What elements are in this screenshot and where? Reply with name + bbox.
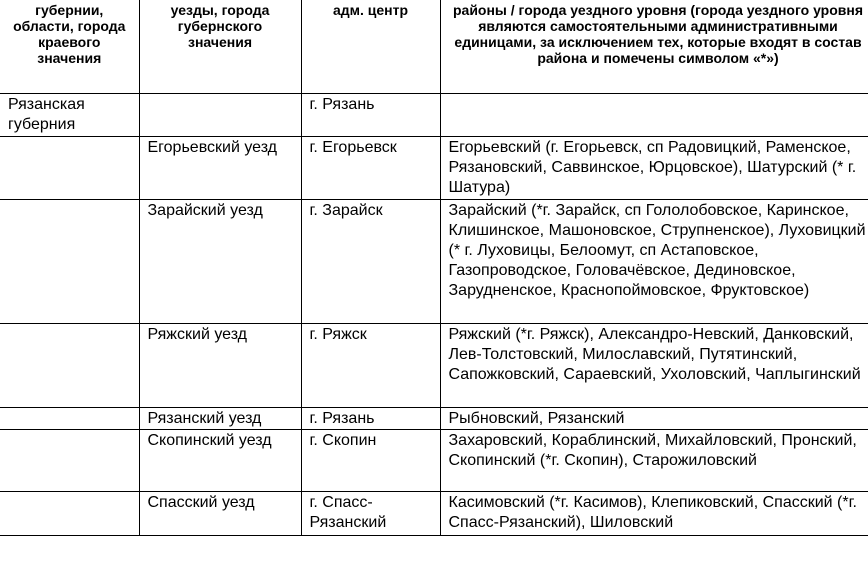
- province-cell: [0, 491, 139, 535]
- center-cell: г. Ряжск: [301, 323, 440, 407]
- center-cell: г. Рязань: [301, 407, 440, 429]
- province-cell: [0, 323, 139, 407]
- table-row: [0, 93, 868, 136]
- county-cell: Скопинский уезд: [139, 429, 301, 491]
- center-cell: г. Скопин: [301, 429, 440, 491]
- center-cell: г. Спасс-Рязанский: [301, 491, 440, 535]
- table-row: [0, 199, 868, 323]
- header-county: уезды, города губернского значения: [139, 0, 301, 93]
- header-districts: районы / города уездного уровня (города уездного уровня являются самостоятельными административными единицами, за исключением тех, которые входят в состав района и помечены символом «*»): [440, 0, 868, 93]
- center-cell: г. Егорьевск: [301, 136, 440, 199]
- districts-cell: Егорьевский (г. Егорьевск, сп Радовицкий, Раменское, Рязановский, Саввинское, Юрцовское), Шатурский (* г. Шатура): [440, 136, 868, 199]
- center-cell: г. Зарайск: [301, 199, 440, 323]
- districts-cell: Ряжский (*г. Ряжск), Александро-Невский, Данковский, Лев-Толстовский, Милославский, Путятинский, Сапожковский, Сараевский, Ухоловский, Чаплыгинский: [440, 323, 868, 407]
- county-cell: Егорьевский уезд: [139, 136, 301, 199]
- districts-cell: [440, 93, 868, 136]
- county-cell: Зарайский уезд: [139, 199, 301, 323]
- county-cell: [139, 93, 301, 136]
- province-cell: [0, 199, 139, 323]
- header-row: [0, 0, 868, 93]
- county-cell: Спасский уезд: [139, 491, 301, 535]
- table-row: [0, 136, 868, 199]
- county-cell: Ряжский уезд: [139, 323, 301, 407]
- table-row: [0, 491, 868, 535]
- province-cell: [0, 429, 139, 491]
- districts-cell: Зарайский (*г. Зарайск, сп Гололобовское, Каринское, Клишинское, Машоновское, Струпненское), Луховицкий (* г. Луховицы, Белоомут, сп Астаповское, Газопроводское, Головачёвское, Дединовское, Зарудненское, Краснопоймовское, Фруктовское): [440, 199, 868, 323]
- districts-cell: Захаровский, Кораблинский, Михайловский, Пронский, Скопинский (*г. Скопин), Старожиловский: [440, 429, 868, 491]
- center-cell: г. Рязань: [301, 93, 440, 136]
- header-province: губернии, области, города краевого значения: [0, 0, 139, 93]
- province-cell: [0, 136, 139, 199]
- province-cell: [0, 407, 139, 429]
- table-row: [0, 323, 868, 407]
- districts-cell: Рыбновский, Рязанский: [440, 407, 868, 429]
- county-cell: Рязанский уезд: [139, 407, 301, 429]
- header-center: адм. центр: [301, 0, 440, 93]
- table-row: [0, 429, 868, 491]
- districts-cell: Касимовский (*г. Касимов), Клепиковский, Спасский (*г. Спасс-Рязанский), Шиловский: [440, 491, 868, 535]
- province-cell: Рязанская губерния: [0, 93, 139, 136]
- table-row: [0, 407, 868, 429]
